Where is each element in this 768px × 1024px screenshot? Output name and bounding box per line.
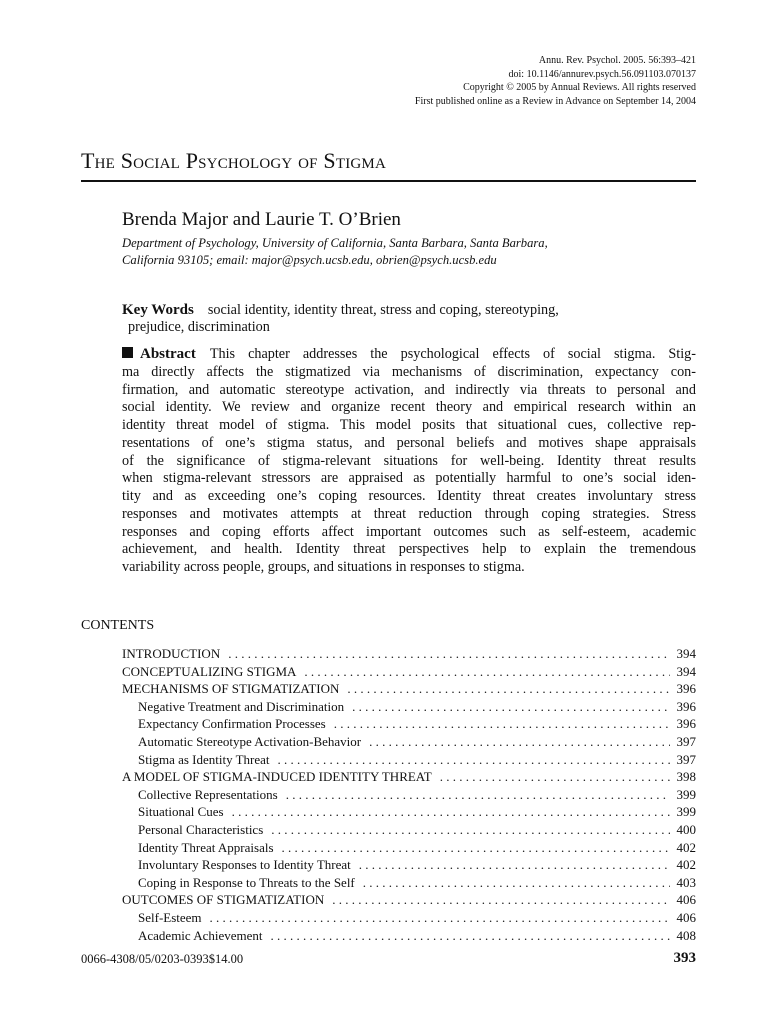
abstract-line: when stigma-relevant stressors are appraised as potentially harmful to one’s social iden- [122,470,696,487]
toc-entry-page: 396 [676,716,696,732]
article-title: The Social Psychology of Stigma [81,148,387,173]
copyright-line: Copyright © 2005 by Annual Reviews. All rights reserved [463,82,696,93]
abstract-line: tity and as exceeding one’s coping resources. Identity threat creates involuntary stress [122,488,696,504]
abstract-line: firmation, and automatic stereotype activation, and indirectly via threats to personal and [122,381,696,398]
publication-date-line: First published online as a Review in Advance on September 14, 2004 [414,95,696,107]
toc-entry-page: 394 [676,663,696,679]
toc-leader-dots [352,698,670,716]
toc-entry-page: 402 [676,857,696,873]
page-number: 393 [673,950,696,966]
toc-entry[interactable] [122,856,696,874]
toc-entry-label: Situational Cues [138,804,224,820]
toc-entry-page: 400 [676,821,696,837]
toc-entry-page: 399 [676,804,696,820]
toc-entry[interactable] [122,715,696,733]
toc-leader-dots [278,751,670,769]
abstract-label: Abstract [140,346,196,362]
toc-entry-page: 403 [676,874,696,890]
toc-leader-dots [363,874,670,892]
toc-entry-page: 399 [676,786,696,802]
affiliation-line: Department of Psychology, University of California, Santa Barbara, Santa Barbara, [122,236,548,250]
toc-entry-page: 396 [676,698,696,714]
affiliation-email-line: California 93105; email: major@psych.ucsb.edu, obrien@psych.ucsb.edu [122,253,497,267]
toc-entry[interactable] [122,803,696,821]
toc-leader-dots [232,803,670,821]
toc-entry[interactable] [122,786,696,804]
abstract-line: identity threat model of stigma. This model posits that situational cues, collective rep- [122,417,696,433]
keywords-label: Key Words [122,302,194,318]
toc-leader-dots [271,821,670,839]
toc-entry[interactable] [122,733,696,751]
toc-leader-dots [282,839,670,857]
toc-entry-page: 406 [676,909,696,925]
toc-entry-page: 396 [676,681,696,697]
abstract-line: ma directly affects the stigmatized via mechanisms of discrimination, expectancy con- [122,363,696,380]
toc-entry[interactable] [122,768,696,786]
abstract-line: variability across people, groups, and situations in responses to stigma. [122,559,525,575]
contents-heading: CONTENTS [81,618,155,633]
toc-entry[interactable] [122,663,696,681]
toc-entry-label: Expectancy Confirmation Processes [138,716,326,732]
journal-citation-block [415,54,696,108]
toc-entry-label: MECHANISMS OF STIGMATIZATION [122,681,340,697]
toc-entry-label: INTRODUCTION [122,646,221,661]
author-affiliation [122,235,702,269]
toc-entry[interactable] [122,751,696,769]
toc-entry[interactable] [122,874,696,892]
abstract-line: responses and coping efforts affect important outcomes such as self-esteem, academic [122,523,696,540]
citation-line: Annu. Rev. Psychol. 2005. 56:393–421 [538,55,696,66]
toc-entry-page: 397 [676,733,696,749]
keywords-text: social identity, identity threat, stress and coping, stereotyping, [207,302,559,318]
abstract-line: achievement, and health. Identity threat perspectives help to explain the tremendous [122,541,696,558]
keywords-text-continued: prejudice, discrimination [128,319,270,335]
toc-entry[interactable] [122,891,696,909]
square-bullet-icon [122,347,133,358]
toc-leader-dots [304,663,670,681]
toc-entry[interactable] [122,927,696,945]
toc-entry-page: 402 [676,839,696,855]
toc-leader-dots [369,733,670,751]
toc-leader-dots [228,645,670,663]
toc-entry-label: A MODEL OF STIGMA-INDUCED IDENTITY THREAT [122,769,432,785]
toc-entry-page: 406 [676,892,696,908]
toc-entry-label: Coping in Response to Threats to the Self [138,874,355,890]
toc-entry[interactable] [122,839,696,857]
toc-entry-label: Collective Representations [138,786,278,802]
footer-article-code: 0066-4308/05/0203-0393$14.00 [81,952,244,966]
toc-entry[interactable] [122,909,696,927]
toc-entry-page: 394 [676,646,696,661]
table-of-contents [122,645,696,944]
toc-entry-label: Self-Esteem [138,909,202,925]
toc-entry[interactable] [122,698,696,716]
toc-entry-label: OUTCOMES OF STIGMATIZATION [122,892,325,908]
toc-entry-label: Negative Treatment and Discrimination [138,698,345,714]
toc-leader-dots [332,891,670,909]
toc-leader-dots [440,768,670,786]
toc-entry[interactable] [122,645,696,663]
toc-entry-label: Stigma as Identity Threat [138,751,270,767]
toc-entry-page: 408 [676,927,696,943]
toc-leader-dots [334,715,670,733]
abstract-line: responses and motivates attempts at threat reduction through coping strategies. Stress [122,505,696,522]
toc-entry-label: Personal Characteristics [138,821,264,837]
abstract-line: Abstract This chapter addresses the psychological effects of social stigma. Stig- [122,346,696,364]
toc-entry[interactable] [122,821,696,839]
toc-leader-dots [271,927,670,945]
abstract-line: social identity. We review and organize recent theory and empirical research within an [122,399,696,416]
title-rule-divider [81,180,696,182]
abstract-section [122,346,696,577]
toc-leader-dots [359,856,670,874]
abstract-line: resentations of one’s stigma status, and personal beliefs and motives shape appraisals [122,434,696,451]
toc-leader-dots [210,909,670,927]
doi-line: doi: 10.1146/annurev.psych.56.091103.070137 [508,68,696,80]
toc-entry-page: 397 [676,751,696,767]
toc-leader-dots [286,786,670,804]
toc-entry-page: 398 [676,769,696,785]
article-authors: Brenda Major and Laurie T. O’Brien [122,209,401,230]
toc-entry-label: Involuntary Responses to Identity Threat [138,857,351,873]
toc-leader-dots [347,680,670,698]
toc-entry-label: Academic Achievement [138,927,263,943]
toc-entry[interactable] [122,680,696,698]
toc-entry-label: CONCEPTUALIZING STIGMA [122,663,297,679]
toc-entry-label: Identity Threat Appraisals [138,839,274,855]
keywords-section [122,302,696,336]
toc-entry-label: Automatic Stereotype Activation-Behavior [138,733,362,749]
abstract-line: of the significance of stigma-relevant situations for well-being. Identity threat results [122,452,696,469]
